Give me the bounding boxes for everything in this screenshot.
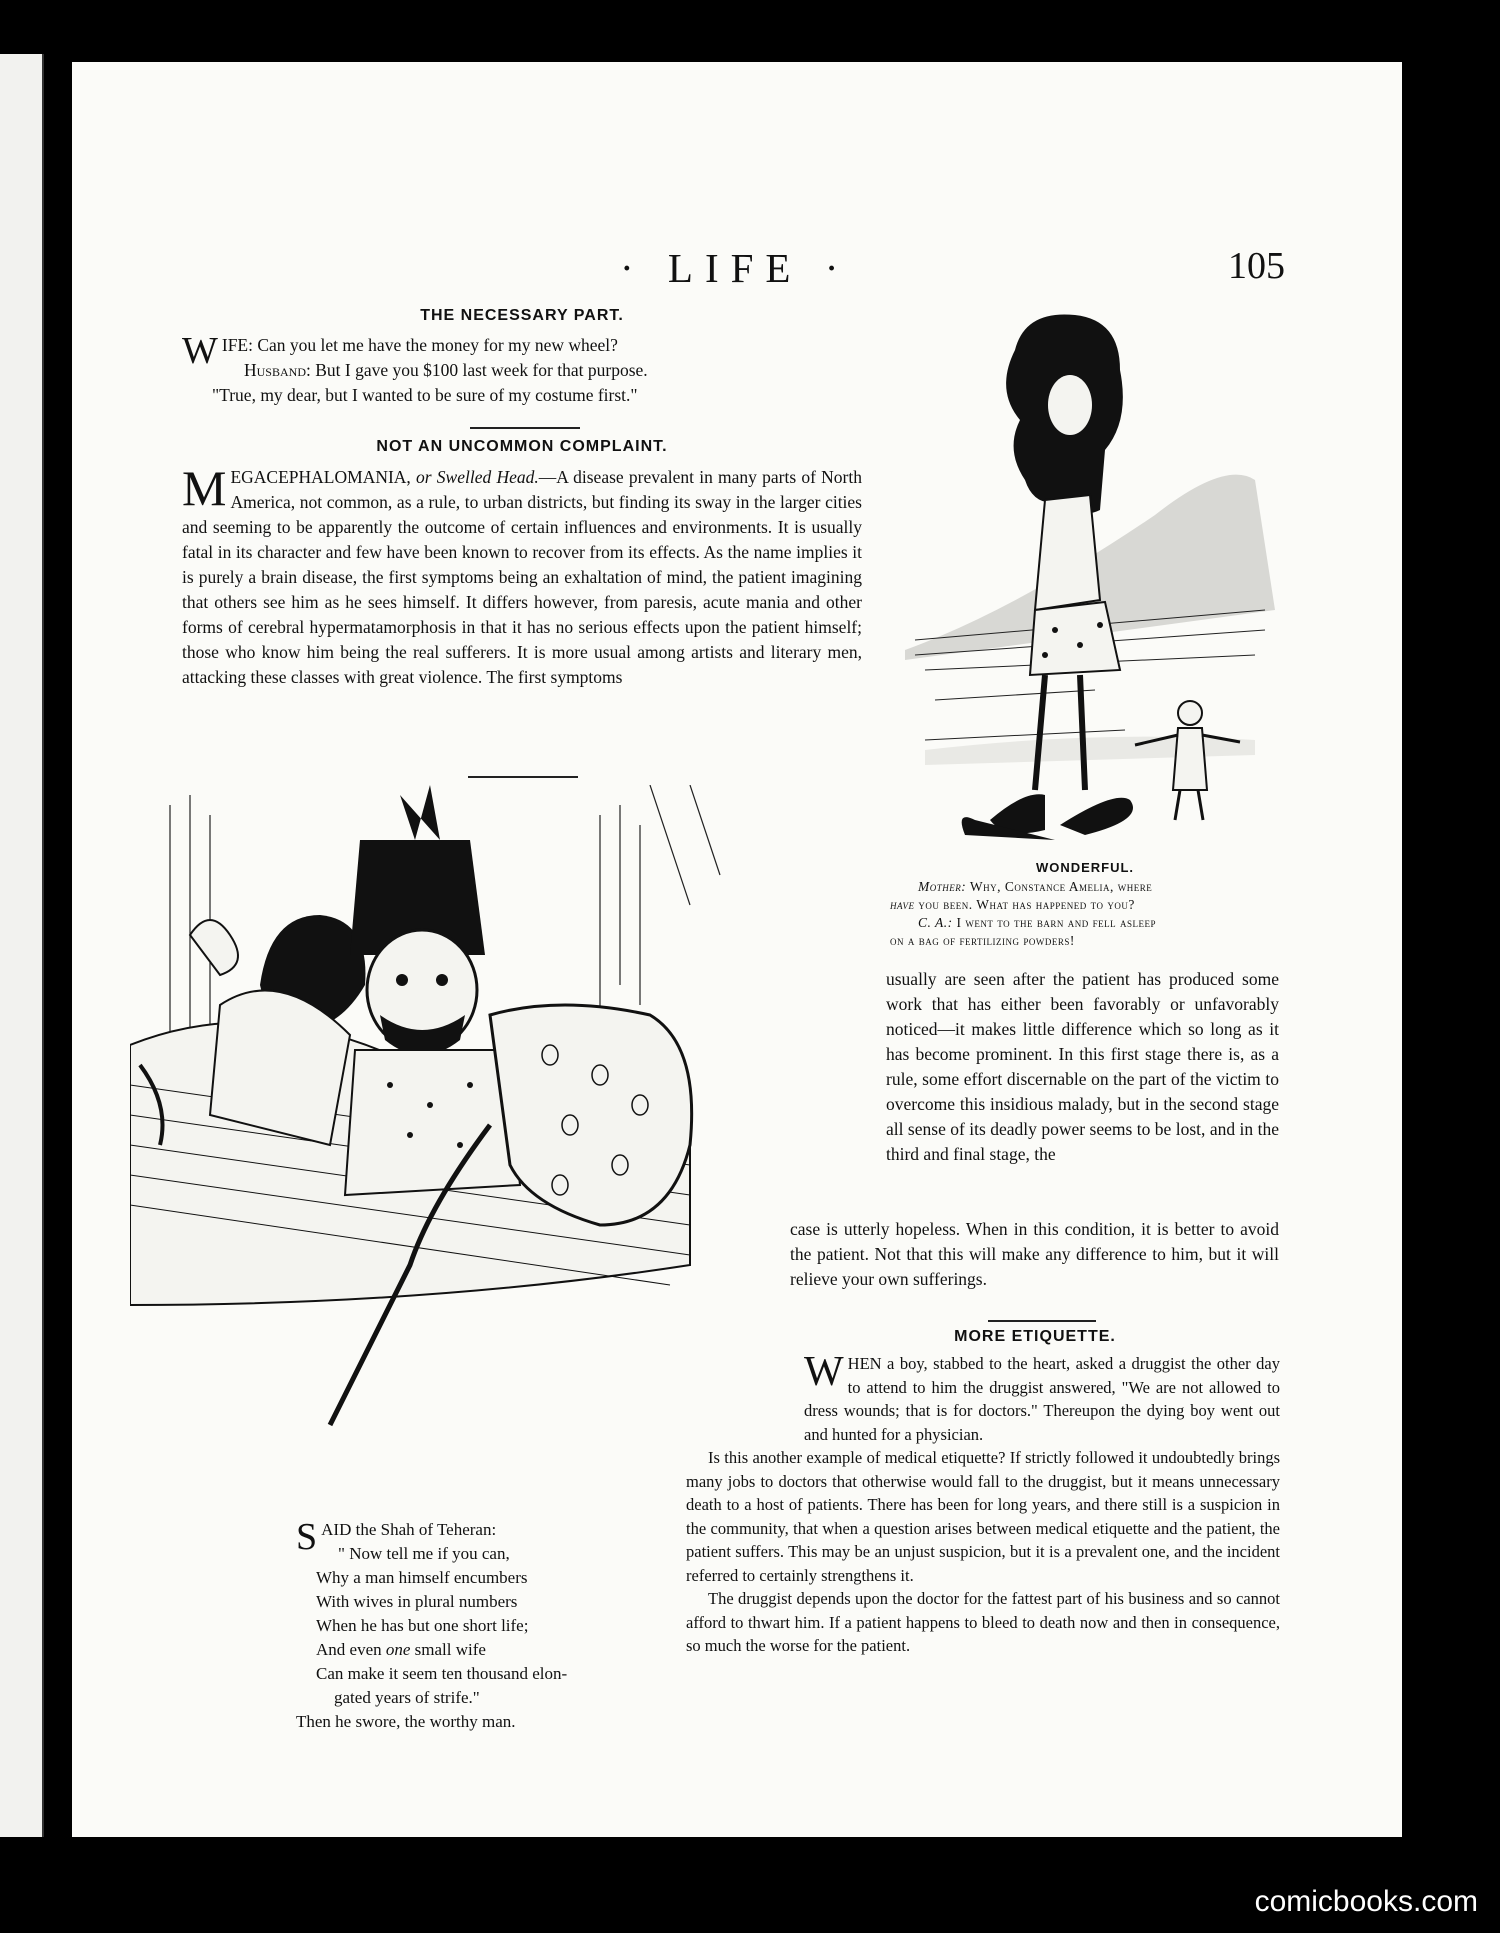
page-number: 105 [1228,245,1285,287]
poem-line: AID the Shah of Teheran: [321,1520,497,1539]
poem-line: Why a man himself encumbers [316,1568,528,1587]
complaint-continued-narrow: usually are seen after the patient has produced some work that has either been favorably or unfavorably noticed—it makes little difference which so long as it has become prominent. In this first stage there is, as a rule, some effort discernable on the part of the victim to overcome this insidious malady, but in the second stage all sense of its deadly power seems to be lost, and in the third and final stage, the [886,969,1279,1164]
divider [468,776,578,778]
watermark: comicbooks.com [1254,1885,1478,1918]
poem-line: When he has but one short life; [316,1616,529,1635]
ca-line: I went to the barn and fell asleep [956,915,1156,930]
mother-line: Why, Constance Amelia, where [969,879,1153,894]
poem-line: gated years of strife." [334,1688,480,1707]
necessary-part-text [182,330,862,408]
mother-speaker: Mother: [918,879,967,894]
drop-cap: M [182,465,227,516]
poem-line: " Now tell me if you can, [338,1544,510,1563]
husband-line: But I gave you $100 last week for that purpose. [315,360,648,380]
mother-line-2: you been. What has happened to you? [918,897,1135,912]
divider [470,427,580,429]
complaint-lead-italic: or Swelled Head. [416,467,539,487]
drop-cap: W [804,1349,844,1395]
drop-cap: W [182,330,218,372]
poem-line: And even [316,1640,382,1659]
etiquette-paragraph: HEN a boy, stabbed to the heart, asked a druggist the other day to attend to him the druggist answered, "We are not allowed to dress wounds; that is for doctors." Thereupon the dying boy went out and hunted for a physician. [804,1354,1280,1444]
poem-line: Can make it seem ten thousand elon- [316,1664,568,1683]
drop-cap: S [296,1516,318,1558]
wife-reply-line: "True, my dear, but I wanted to be sure of my costume first." [212,385,638,405]
wonderful-illustration [895,310,1365,850]
wife-line: IFE: Can you let me have the money for my new wheel? [221,335,618,355]
etiquette-paragraph: Is this another example of medical etiquette? If strictly followed it undoubtedly brings many jobs to doctors that otherwise would fall to the druggist, but it means unnecessary death to a host of patients. There has been for long years, and there still is a suspicion in the community, that when a question arises between medical etiquette and the patient, the patient suffers. This may be an unjust suspicion, but it is a prevalent one, and the incident referred to certainly strengthens it. [686,1448,1280,1585]
ca-speaker: C. A.: [918,915,953,930]
etiquette-paragraph: The druggist depends upon the doctor for the fattest part of his business and so cannot afford to thwart him. If a patient happens to bleed to death now and then in consequence, so much the worse for the patient. [686,1589,1280,1655]
wonderful-caption [890,878,1280,950]
etiquette-heading: MORE ETIQUETTE. [954,1328,1116,1345]
poem-line: With wives in plural numbers [316,1592,518,1611]
necessary-part-heading: THE NECESSARY PART. [420,307,624,324]
etiquette-body [686,1349,1280,1658]
masthead: · LIFE · [620,245,851,291]
shah-poem [296,1518,676,1734]
complaint-continued-wide: case is utterly hopeless. When in this condition, it is better to avoid the patient. Not that this will make any difference to him, but it will relieve your own sufferings. [790,1219,1279,1289]
wonderful-title: WONDERFUL. [1035,860,1135,875]
facing-page-edge [0,54,44,1837]
husband-speaker: Husband: [244,360,311,380]
ca-line-2: on a bag of fertilizing powders! [890,933,1075,948]
poem-line: Then he swore, the worthy man. [296,1712,516,1731]
complaint-text: —A disease prevalent in many parts of North America, not common, as a rule, to urban districts, but finding its sway in the larger cities and seeming to be apparently the outcome of certain influences and environments. It is usually fatal in its character and few have been known to recover from its effects. As the name implies it is purely a brain disease, the first symptoms being an exhaltation of mind, the patient imagining that others see him as he sees himself. It differs however, from paresis, acute mania and other forms of cerebral hypermatamorphosis in that it has no serious effects upon the patient himself; those who know him being the real sufferers. It is more usual among artists and literary men, attacking these classes with great violence. The first symptoms [182,467,862,687]
poem-italic-word: one [385,1640,411,1659]
poem-line: small wife [414,1640,486,1659]
have-italic: have [890,897,915,912]
complaint-heading: NOT AN UNCOMMON COMPLAINT. [376,438,668,455]
complaint-lead: EGACEPHALOMANIA, [230,467,411,487]
complaint-body [182,465,862,765]
divider [988,1320,1096,1322]
